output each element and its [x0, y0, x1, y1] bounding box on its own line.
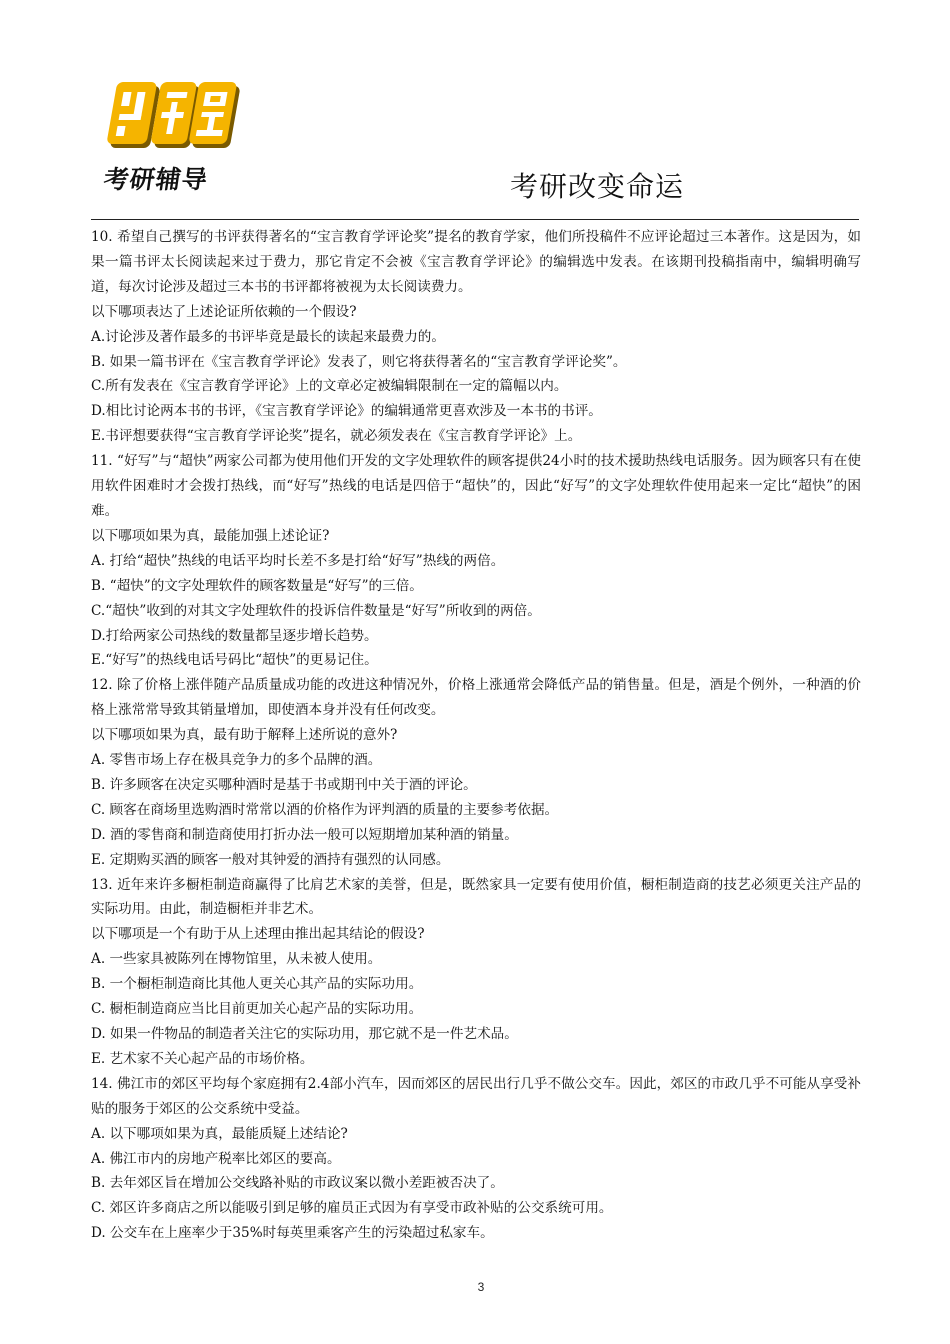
question-10 [91, 225, 861, 449]
question-14 [91, 1072, 861, 1246]
answer-option-d: D.相比讨论两本书的书评，《宝言教育学评论》的编辑通常更喜欢涉及一本书的书评。 [91, 403, 602, 420]
header-slogan: 考研改变命运 [510, 170, 685, 203]
question-prompt: 以下哪项表达了上述论证所依赖的一个假设? [91, 303, 357, 320]
question-prompt: 以下哪项如果为真，最能加强上述论证? [91, 527, 330, 544]
answer-option-d: D.打给两家公司热线的数量都呈逐步增长趋势。 [91, 627, 378, 644]
answer-option-a: A. 一些家具被陈列在博物馆里，从未被人使用。 [91, 951, 382, 968]
answer-option-d: D. 酒的零售商和制造商使用打折办法一般可以短期增加某种酒的销量。 [91, 826, 518, 843]
question-stem: 12. 除了价格上涨伴随产品质量成功能的改进这种情况外，价格上涨通常会降低产品的销售量。但是，酒是个例外，一种酒的价格上涨常常导致其销量增加，即使酒本身并没有任何改变。 [91, 677, 861, 719]
question-13 [91, 873, 861, 1072]
question-prompt: A. 以下哪项如果为真，最能质疑上述结论? [91, 1125, 348, 1142]
answer-option-c: C. 顾客在商场里选购酒时常常以酒的价格作为评判酒的质量的主要参考依据。 [91, 801, 559, 818]
question-prompt: 以下哪项是一个有助于从上述理由推出起其结论的假设? [91, 926, 425, 943]
question-12 [91, 673, 861, 872]
answer-option-b: B. 去年郊区旨在增加公交线路补贴的市政议案以微小差距被否决了。 [91, 1175, 504, 1192]
answer-option-c: C.所有发表在《宝言教育学评论》上的文章必定被编辑限制在一定的篇幅以内。 [91, 378, 568, 395]
question-11 [91, 449, 861, 673]
answer-option-e: E.书评想要获得“宝言教育学评论奖”提名，就必须发表在《宝言教育学评论》上。 [91, 428, 582, 445]
answer-option-c: C. 橱柜制造商应当比目前更加关心起产品的实际功用。 [91, 1001, 423, 1018]
answer-option-a: A. 打给“超快”热线的电话平均时长差不多是打给“好写”热线的两倍。 [91, 552, 505, 569]
brand-logo [100, 78, 250, 194]
question-prompt: 以下哪项如果为真，最有助于解释上述所说的意外? [91, 727, 398, 744]
question-stem: 11. “好写”与“超快”两家公司都为使用他们开发的文字处理软件的顾客提供24小时的技术援助热线电话服务。因为顾客只有在使用软件困难时才会拨打热线，而“好写”热线的电话是四倍于“超快”的，因此“好写”的文字处理软件使用起来一定比“超快”的困难。 [91, 453, 861, 519]
question-stem: 10. 希望自己撰写的书评获得著名的“宝言教育学评论奖”提名的教育学家，他们所投稿件不应评论超过三本著作。这是因为，如果一篇书评太长阅读起来过于费力，那它肯定不会被《宝言教育学评论》的编辑选中发表。在该期刊投稿指南中，编辑明确写道，每次讨论涉及超过三本书的书评都将被视为太长阅读费力。 [91, 229, 861, 295]
answer-option-c: C. 郊区许多商店之所以能吸引到足够的雇员正式因为有享受市政补贴的公交系统可用。 [91, 1200, 613, 1217]
answer-option-d: D. 如果一件物品的制造者关注它的实际功用，那它就不是一件艺术品。 [91, 1026, 518, 1042]
answer-option-a: A. 佛江市内的房地产税率比郊区的要高。 [91, 1150, 341, 1167]
answer-option-b: B. 许多顾客在决定买哪种酒时是基于书或期刊中关于酒的评论。 [91, 776, 477, 793]
answer-option-b: B. “超快”的文字处理软件的顾客数量是“好写”的三倍。 [91, 577, 423, 594]
answer-option-e: E. 艺术家不关心起产品的市场价格。 [91, 1050, 314, 1067]
question-stem: 14. 佛江市的郊区平均每个家庭拥有2.4部小汽车，因而郊区的居民出行几乎不做公交车。因此，郊区的市政几乎不可能从享受补贴的服务于郊区的公交系统中受益。 [91, 1075, 861, 1117]
answer-option-e: E. 定期购买酒的顾客一般对其钟爱的酒持有强烈的认同感。 [91, 851, 450, 868]
answer-option-b: B. 一个橱柜制造商比其他人更关心其产品的实际功用。 [91, 976, 423, 993]
logo-text: 考研辅导 [101, 165, 210, 194]
answer-option-b: B. 如果一篇书评在《宝言教育学评论》发表了，则它将获得著名的“宝言教育学评论奖”。 [91, 353, 627, 370]
kaicheng-logo-mark [104, 78, 246, 156]
answer-option-a: A.讨论涉及著作最多的书评毕竟是最长的读起来最费力的。 [91, 328, 445, 345]
question-stem: 13. 近年来许多橱柜制造商赢得了比肩艺术家的美誉，但是，既然家具一定要有使用价值，橱柜制造商的技艺必须更关注产品的实际功用。由此，制造橱柜并非艺术。 [91, 876, 861, 918]
header-divider [91, 219, 859, 220]
answer-option-a: A. 零售市场上存在极具竞争力的多个品牌的酒。 [91, 752, 382, 769]
question-list [91, 225, 861, 1246]
answer-option-c: C.“超快”收到的对其文字处理软件的投诉信件数量是“好写”所收到的两倍。 [91, 602, 541, 619]
answer-option-d: D. 公交车在上座率少于35%时每英里乘客产生的污染超过私家车。 [91, 1225, 494, 1242]
answer-option-e: E.“好写”的热线电话号码比“超快”的更易记住。 [91, 652, 378, 669]
page-number: 3 [477, 1280, 485, 1294]
